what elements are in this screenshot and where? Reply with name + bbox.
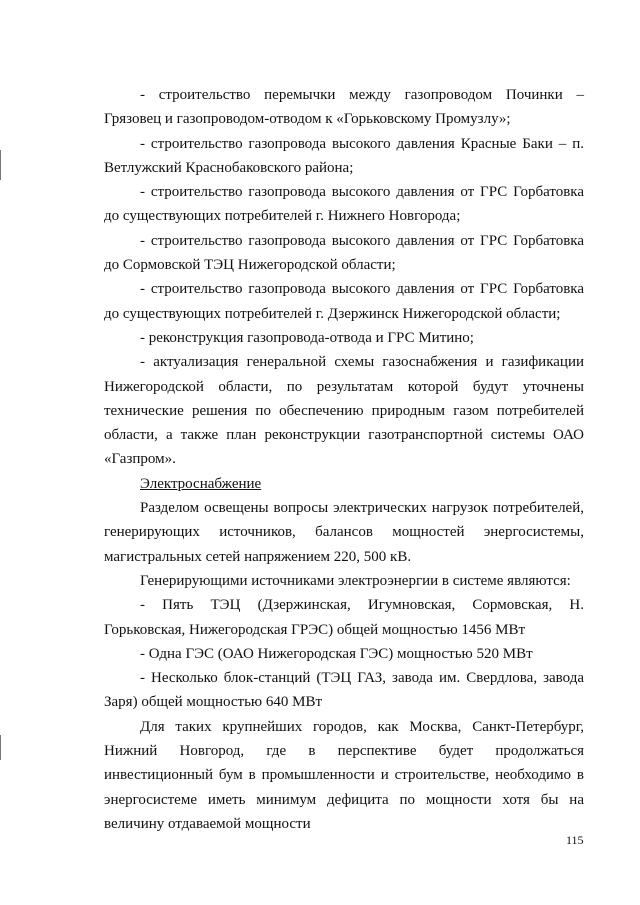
- paragraph: - реконструкция газопровода-отвода и ГРС Митино;: [140, 329, 474, 346]
- scan-edge-mark: [0, 150, 1, 180]
- page-number: 115: [566, 833, 584, 847]
- paragraph: - строительство газопровода высокого давления от ГРС Горбатовка до существующих потребителей г. Нижнего Новгорода;: [104, 184, 584, 225]
- paragraph: - актуализация генеральной схемы газоснабжения и газификации Нижегородской области, по результатам которой будут уточнены технические решения по обеспечению природным газом потребителей области, а также план реконструкции газотранспортной системы ОАО «Газпром».: [104, 354, 584, 468]
- paragraph: - Пять ТЭЦ (Дзержинская, Игумновская, Сормовская, Н. Горьковская, Нижегородская ГРЭС) общей мощностью 1456 МВт: [104, 597, 584, 638]
- paragraph: Для таких крупнейших городов, как Москва, Санкт-Петербург, Нижний Новгород, где в перспективе будет продолжаться инвестиционный бум в промышленности и строительстве, необходимо в энергосистеме иметь минимум дефицита по мощности хотя бы на величину отдаваемой мощности: [104, 718, 584, 832]
- paragraph: - строительство газопровода высокого давления от ГРС Горбатовка до существующих потребителей г. Дзержинск Нижегородской области;: [104, 281, 584, 322]
- scan-edge-mark: [0, 735, 1, 760]
- paragraph: Генерирующими источниками электроэнергии в системе являются:: [140, 572, 571, 589]
- paragraph: - Несколько блок-станций (ТЭЦ ГАЗ, завода им. Свердлова, завода Заря) общей мощностью 640 МВт: [104, 670, 584, 711]
- section-heading: Электроснабжение: [140, 475, 262, 492]
- body-text: [104, 83, 584, 836]
- paragraph: Разделом освещены вопросы электрических нагрузок потребителей, генерирующих источников, балансов мощностей энергосистемы, магистральных сетей напряжением 220, 500 кВ.: [104, 500, 584, 565]
- paragraph: - строительство газопровода высокого давления Красные Баки – п. Ветлужский Краснобаковского района;: [104, 135, 584, 176]
- paragraph: - строительство газопровода высокого давления от ГРС Горбатовка до Сормовской ТЭЦ Нижегородской области;: [104, 232, 584, 274]
- paragraph: - Одна ГЭС (ОАО Нижегородская ГЭС) мощностью 520 МВт: [140, 645, 533, 662]
- paragraph: - строительство перемычки между газопроводом Починки – Грязовец и газопроводом-отводом к «Горьковскому Промузлу»;: [104, 87, 584, 128]
